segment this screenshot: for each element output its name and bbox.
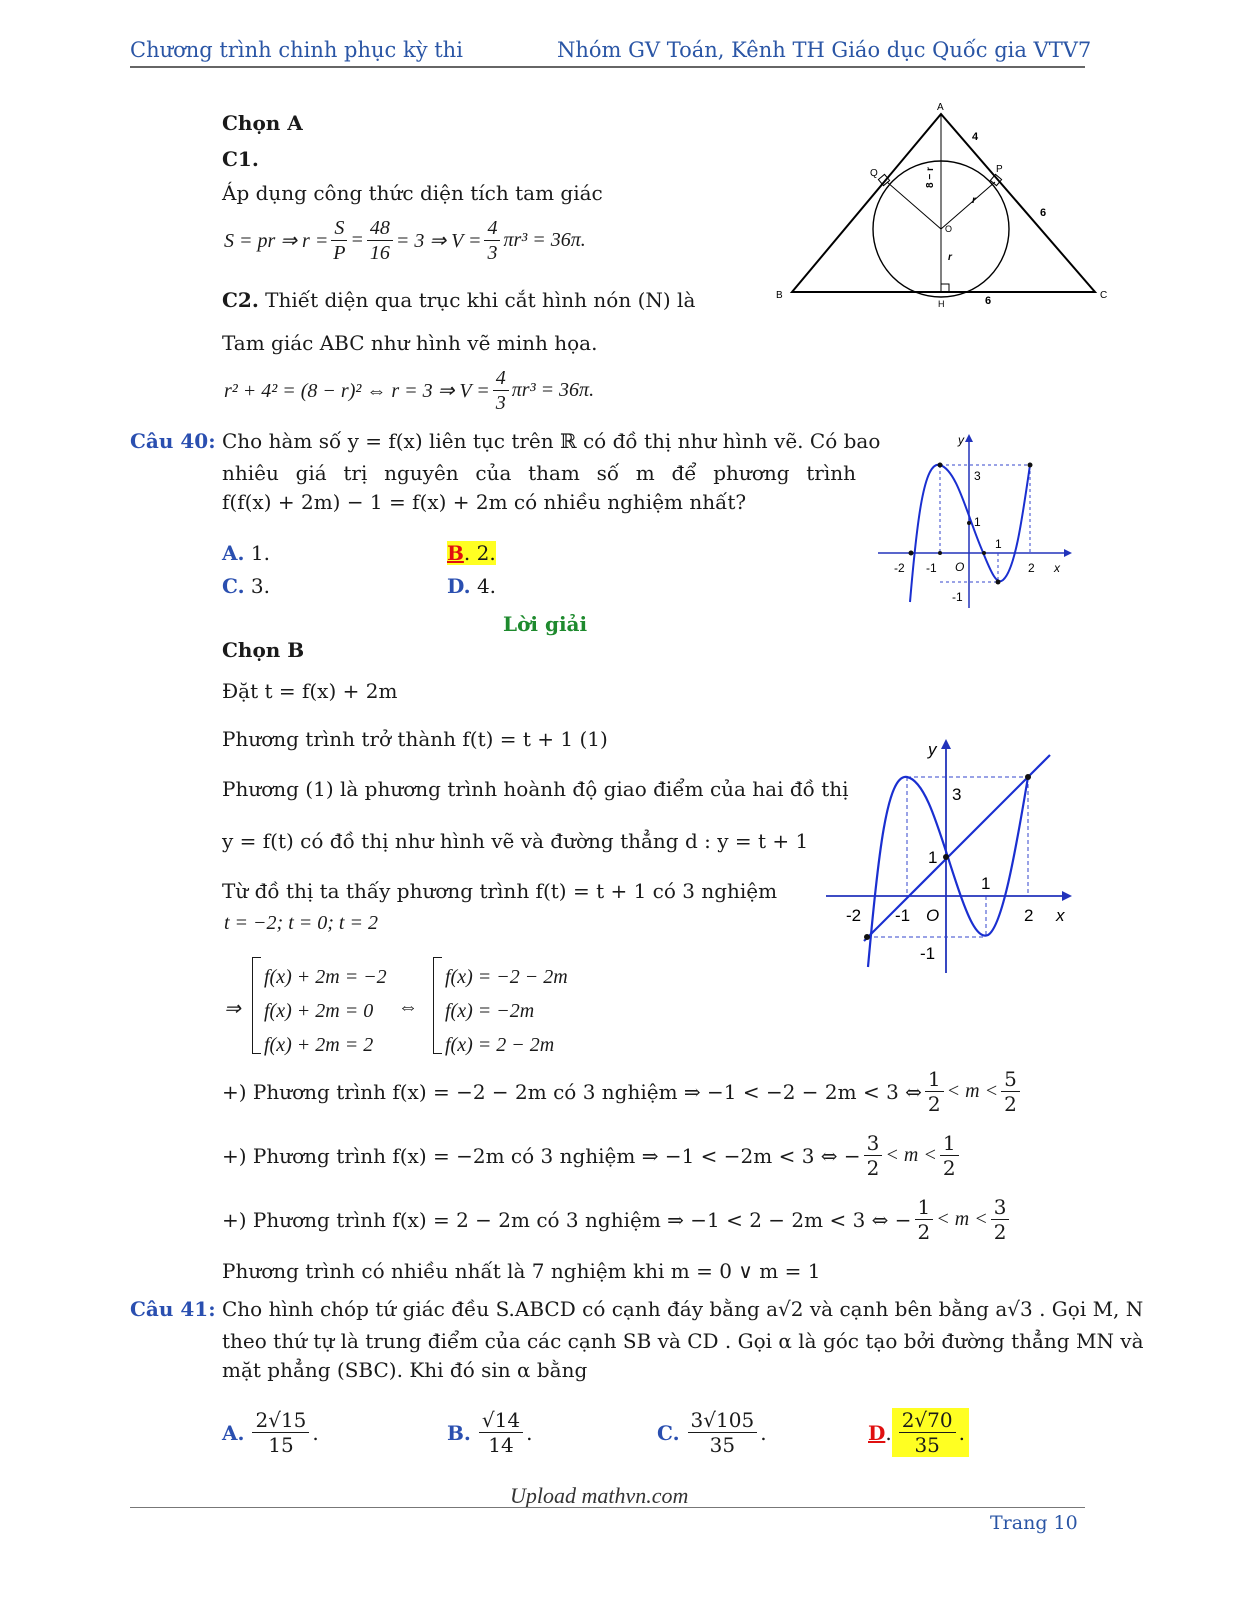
q41-line3: mặt phẳng (SBC). Khi đó sin α bằng [222, 1358, 588, 1382]
sys-equiv: ⇔ [398, 996, 418, 1018]
g1-tm2: -2 [894, 561, 905, 575]
label-ao: 8 − r [925, 167, 936, 188]
g2-o: O [926, 906, 940, 925]
label-h: H [938, 299, 945, 309]
sys-right: f(x) = −2 − 2m f(x) = −2m f(x) = 2 − 2m [445, 966, 568, 1056]
graph-1 [872, 430, 1072, 610]
sys-left: f(x) + 2m = −2 f(x) + 2m = 0 f(x) + 2m = 2 [264, 966, 387, 1056]
g1-t2: 2 [1028, 561, 1035, 575]
label-r1: r [972, 195, 976, 206]
label-r2: r [948, 252, 952, 263]
loigiai-heading: Lời giải [503, 612, 588, 636]
q41-option-b: B. $\frac{√14}{14}$ . [447, 1408, 533, 1457]
g2-tm1: -1 [895, 906, 911, 925]
case-1: +) Phương trình f(x) = −2 − 2m có 3 nghiệm ⇒ −1 < −2 − 2m < 3 ⇔ $\frac{1}{2}$ < m < $\frac{5}{2}$ [222, 1067, 1023, 1116]
q40-line1: Cho hàm số y = f(x) liên tục trên ℝ có đồ thị như hình vẽ. Có bao [222, 429, 881, 453]
q41-option-a: A. $\frac{2√15}{15}$ . [222, 1408, 319, 1457]
header-rule [130, 66, 1085, 68]
q41-option-c: C. $\frac{3√105}{35}$ . [657, 1408, 767, 1457]
g2-t3: 3 [952, 785, 962, 804]
q40-s6: t = −2; t = 0; t = 2 [224, 912, 378, 934]
q40-option-a: A. 1. [222, 541, 270, 565]
q40-s1: Đặt t = f(x) + 2m [222, 679, 398, 703]
q39-c2-line2: Tam giác ABC như hình vẽ minh họa. [222, 331, 598, 355]
label-p: P [996, 164, 1003, 175]
g2-tm2: -2 [846, 906, 862, 925]
g1-t3: 3 [974, 469, 981, 483]
footer-rule [130, 1507, 1085, 1508]
case-2: +) Phương trình f(x) = −2m có 3 nghiệm ⇒ −1 < −2m < 3 ⇔ − $\frac{3}{2}$ < m < $\frac{1}{2}$ [222, 1131, 962, 1180]
q39-c1: C1. [222, 147, 259, 171]
label-o: O [945, 224, 953, 234]
q40-s2: Phương trình trở thành f(t) = t + 1 (1) [222, 727, 608, 751]
q39-c2-formula: r² + 4² = (8 − r)² ⇔ r = 3 ⇒ V = $\frac{4}{3}$ πr³ = 36π. [224, 367, 595, 414]
graph-2 [822, 735, 1077, 975]
q39-c1-formula: S = pr ⇒ r = $\frac{S}{P}$ = $\frac{48}{16}$ = 3 ⇒ V = $\frac{4}{3}$ πr³ = 36π. [224, 217, 586, 264]
header-left: Chương trình chinh phục kỳ thi [130, 38, 463, 62]
g1-o: O [955, 560, 965, 574]
label-q: Q [870, 168, 878, 179]
label-b: B [776, 290, 783, 301]
triangle-figure [770, 98, 1115, 318]
q40-line2: nhiêu giá trị nguyên của tham số m để phương trình [222, 461, 856, 485]
q39-c1-text: Áp dụng công thức diện tích tam giác [222, 181, 603, 205]
label-c: C [1100, 290, 1108, 301]
q40-option-c: C. 3. [222, 574, 270, 598]
q40-line3: f(f(x) + 2m) − 1 = f(x) + 2m có nhiều nghiệm nhất? [222, 490, 747, 514]
g2-t2: 2 [1024, 906, 1034, 925]
q41-line2: theo thứ tự là trung điểm của các cạnh SB và CD . Gọi α là góc tạo bởi đường thẳng MN và [222, 1329, 1144, 1353]
g1-tm1y: -1 [952, 590, 963, 604]
sys-left-bracket [252, 957, 261, 1054]
q40-s3: Phương (1) là phương trình hoành độ giao điểm của hai đồ thị [222, 777, 849, 801]
page-number: Trang 10 [990, 1512, 1078, 1534]
q41-label: Câu 41: [130, 1297, 216, 1321]
g2-tm1y: -1 [920, 944, 936, 963]
g2-t1: 1 [928, 848, 938, 867]
case-3: +) Phương trình f(x) = 2 − 2m có 3 nghiệm ⇒ −1 < 2 − 2m < 3 ⇔ − $\frac{1}{2}$ < m < $\frac{3}{2}$ [222, 1195, 1012, 1244]
g2-y: y [928, 740, 937, 759]
label-a: A [937, 102, 944, 113]
q40-s5: Từ đồ thị ta thấy phương trình f(t) = t + 1 có 3 nghiệm [222, 879, 778, 903]
q40-chon: Chọn B [222, 638, 305, 662]
q40-option-b: B. 2. [447, 541, 496, 565]
q40-conclusion: Phương trình có nhiều nhất là 7 nghiệm khi m = 0 ∨ m = 1 [222, 1259, 821, 1283]
g2-t1x: 1 [981, 874, 991, 893]
label-side-ap: 4 [972, 131, 979, 143]
g1-t1x: 1 [995, 537, 1002, 551]
sys-right-bracket [433, 957, 442, 1054]
footer-upload: Upload mathvn.com [510, 1483, 689, 1508]
q40-option-d: D. 4. [447, 574, 497, 598]
g1-x: x [1054, 561, 1060, 575]
q39-c2: C2. Thiết diện qua trục khi cắt hình nón (N) là [222, 288, 696, 312]
q41-line1: Cho hình chóp tứ giác đều S.ABCD có cạnh đáy bằng a√2 và cạnh bên bằng a√3 . Gọi M, N [222, 1297, 1144, 1321]
q40-s4: y = f(t) có đồ thị như hình vẽ và đường thẳng d : y = t + 1 [222, 829, 809, 853]
q39-chon: Chọn A [222, 111, 303, 135]
header-right: Nhóm GV Toán, Kênh TH Giáo dục Quốc gia VTV7 [557, 38, 1092, 62]
g1-t1: 1 [974, 515, 981, 529]
label-side-hc: 6 [985, 295, 992, 307]
sys-implies: ⇒ [224, 998, 241, 1020]
g1-y: y [958, 433, 964, 447]
q40-label: Câu 40: [130, 429, 216, 453]
g1-tm1: -1 [926, 561, 937, 575]
q41-option-d: D . $\frac{2√70}{35}$ . [868, 1408, 969, 1457]
g2-x: x [1056, 906, 1065, 925]
label-side-pc: 6 [1040, 207, 1047, 219]
